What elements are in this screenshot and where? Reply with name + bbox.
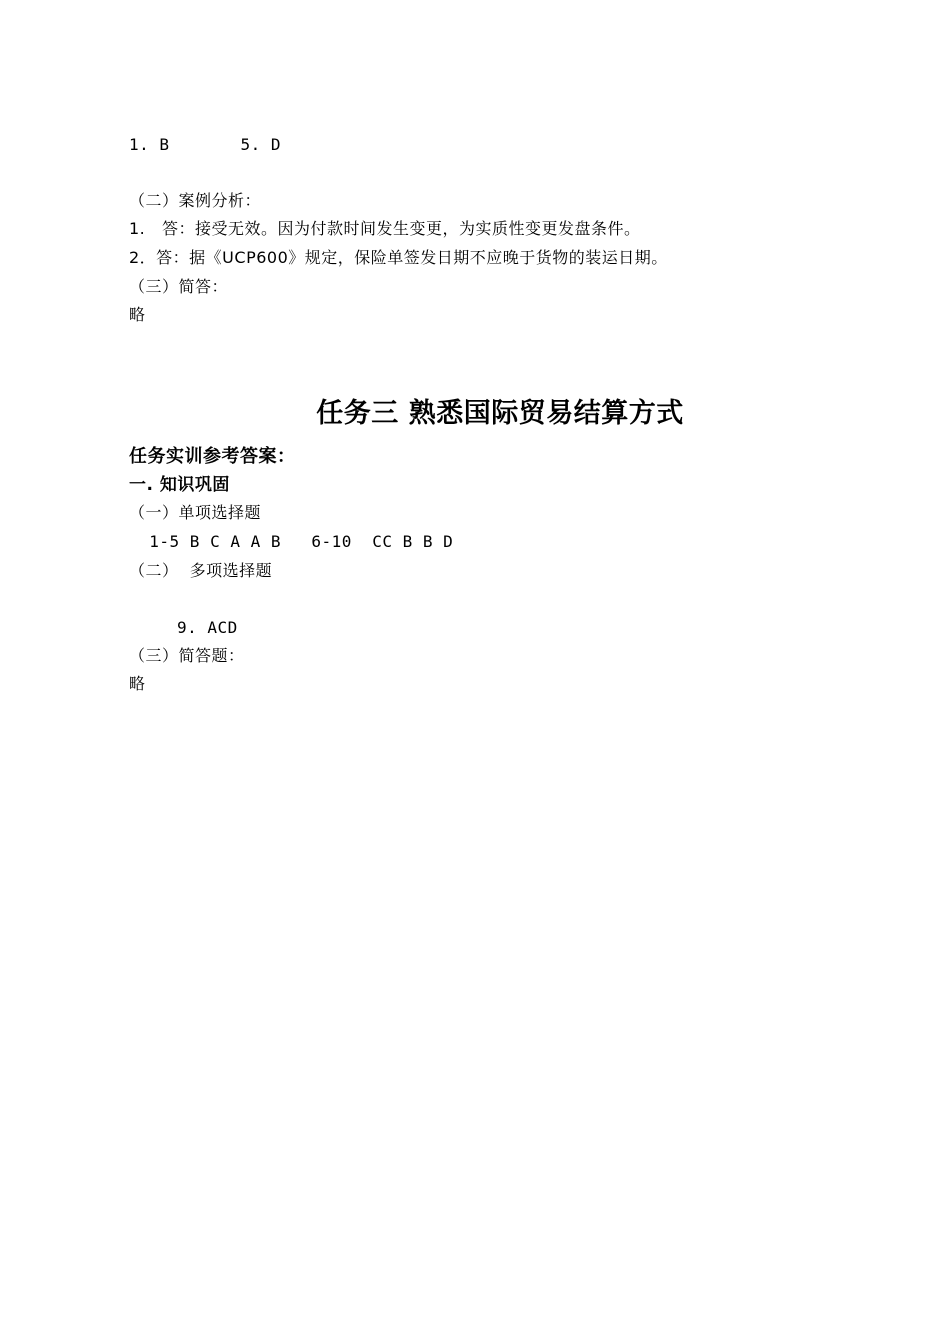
section-knowledge-heading: 一. 知识巩固 [129, 475, 230, 495]
previous-choice-answers: 1. B 5. D [129, 135, 281, 154]
single-choice-answers: 1-5 B C A A B 6-10 CC B B D [129, 532, 454, 551]
task-three-title: 任务三 熟悉国际贸易结算方式 [316, 398, 684, 429]
single-choice-heading: （一）单项选择题 [129, 503, 262, 522]
case-answer-1: 1. 答：接受无效。因为付款时间发生变更，为实质性变更发盘条件。 [129, 219, 641, 238]
multiple-choice-heading: （二） 多项选择题 [129, 561, 273, 580]
short-answer-text: 略 [129, 305, 146, 324]
answers-heading: 任务实训参考答案： [129, 446, 296, 467]
case-analysis-heading: （二）案例分析： [129, 191, 262, 210]
multiple-choice-answers: 9. ACD [177, 618, 238, 637]
case-answer-2: 2．答：据《UCP600》规定，保险单签发日期不应晚于货物的装运日期。 [129, 248, 668, 267]
short-answer-heading: （三）简答： [129, 277, 229, 296]
task3-short-heading: （三）简答题： [129, 646, 245, 665]
task3-short-answer: 略 [129, 674, 146, 693]
